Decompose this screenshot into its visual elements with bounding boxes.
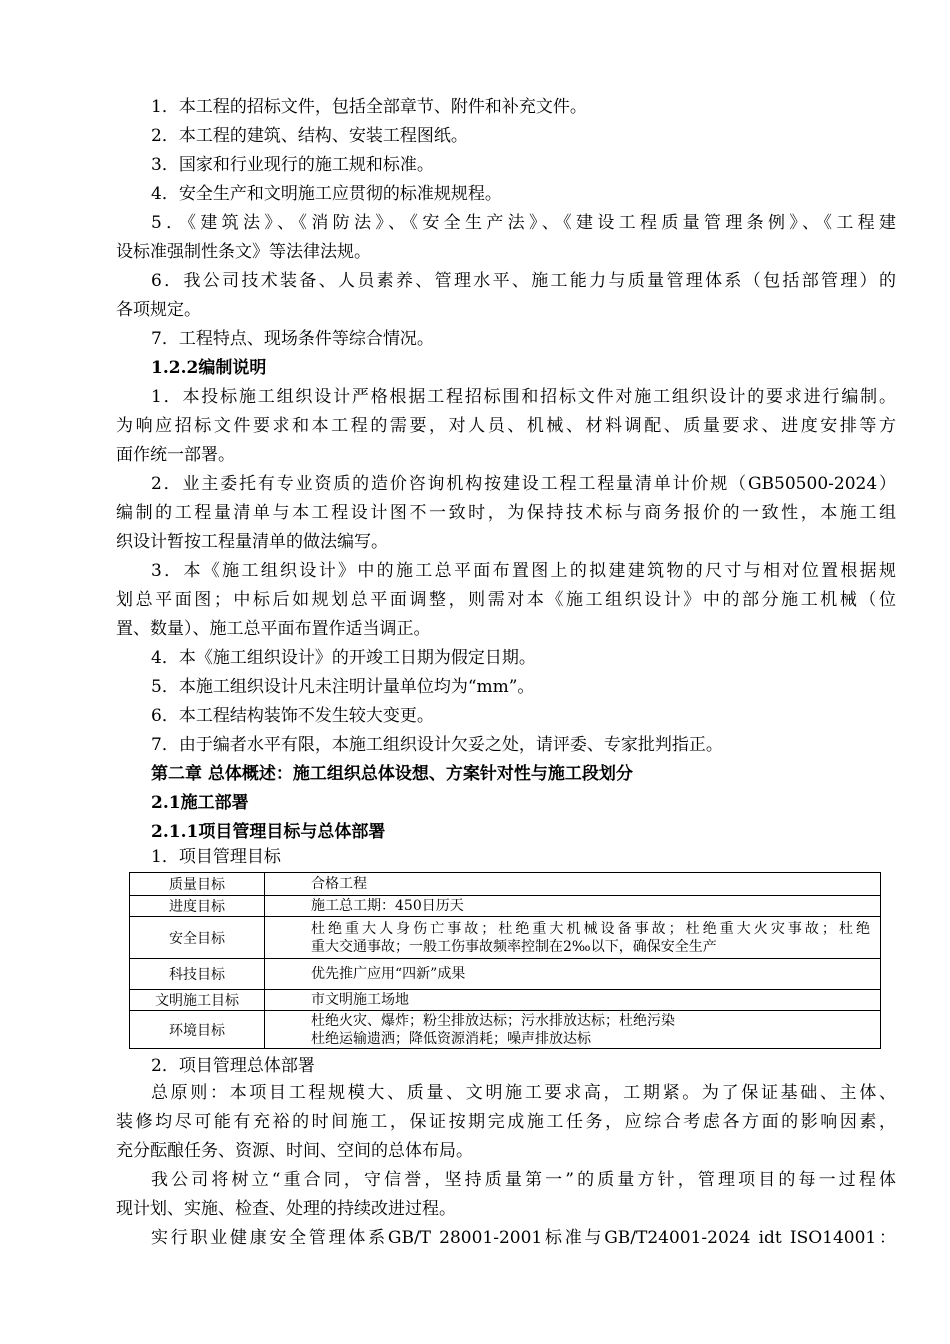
deploy-para-2: 我公司将树立“重合同，守信誉，坚持质量第一”的质量方针，管理项目的每一过程体 [151,1170,896,1190]
basis-item-6-cont: 各项规定。 [116,300,201,320]
subheading-overall-deployment: 2．项目管理总体部署 [151,1056,315,1076]
table-row [130,990,881,1011]
deploy-para-1: 总原则：本项目工程规模大、质量、文明施工要求高，工期紧。为了保证基础、主体、 [151,1083,896,1103]
section-heading-2-1: 2.1施工部署 [151,793,249,813]
table-row [130,959,881,990]
goal-label: 科技目标 [130,959,265,990]
note-2-cont-b: 织设计暂按工程量清单的做法编写。 [116,532,388,552]
goal-value-cell [265,1011,881,1049]
goal-value: 杜绝火灾、爆炸；粉尘排放达标；污水排放达标；杜绝污染 [311,1012,675,1029]
note-2: 2．业主委托有专业资质的造价咨询机构按建设工程工程量清单计价规（GB50500-2024） [151,474,896,494]
basis-item-1: 1．本工程的招标文件，包括全部章节、附件和补充文件。 [151,97,587,117]
basis-item-5-cont: 设标准强制性条文》等法律法规。 [116,242,371,262]
goal-value-cont: 重大交通事故；一般工伤事故频率控制在2‰以下，确保安全生产 [311,938,717,955]
subheading-project-goals: 1．项目管理目标 [151,847,281,867]
note-2-cont-a: 编制的工程量清单与本工程设计图不一致时，为保持技术标与商务报价的一致性，本施工组 [116,503,896,523]
table-row [130,896,881,917]
note-3-cont-a: 划总平面图；中标后如规划总平面调整，则需对本《施工组织设计》中的部分施工机械（位 [116,590,896,610]
goal-value-cont: 杜绝运输遗洒；降低资源消耗；噪声排放达标 [311,1030,591,1047]
basis-item-7: 7．工程特点、现场条件等综合情况。 [151,329,434,349]
table-row [130,917,881,959]
goal-value: 合格工程 [265,873,881,896]
deploy-para-2-cont: 现计划、实施、检查、处理的持续改进过程。 [116,1199,456,1219]
goal-value: 市文明施工场地 [265,990,881,1011]
basis-item-6: 6．我公司技术装备、人员素养、管理水平、施工能力与质量管理体系（包括部管理）的 [151,271,896,291]
chapter-2-title: 第二章 总体概述：施工组织总体设想、方案针对性与施工段划分 [151,764,633,784]
goal-value: 优先推广应用“四新”成果 [265,959,881,990]
project-goals-table [129,872,881,1049]
goal-label: 安全目标 [130,917,265,959]
goal-value-cell [265,917,881,959]
deploy-para-1-cont-b: 充分酝酿任务、资源、时间、空间的总体布局。 [116,1141,473,1161]
section-heading-1-2-2: 1.2.2编制说明 [151,358,267,378]
table-row [130,873,881,896]
goal-label: 质量目标 [130,873,265,896]
goal-value: 杜绝重大人身伤亡事故；杜绝重大机械设备事故；杜绝重大火灾事故；杜绝 [311,920,870,937]
note-7: 7．由于编者水平有限，本施工组织设计欠妥之处，请评委、专家批判指正。 [151,735,723,755]
goal-label: 环境目标 [130,1011,265,1049]
basis-item-3: 3．国家和行业现行的施工规和标准。 [151,155,434,175]
goal-label: 文明施工目标 [130,990,265,1011]
note-6: 6．本工程结构装饰不发生较大变更。 [151,706,434,726]
note-3: 3．本《施工组织设计》中的施工总平面布置图上的拟建建筑物的尺寸与相对位置根据规 [151,561,896,581]
deploy-para-3: 实行职业健康安全管理体系GB/T 28001-2001标准与GB/T24001-2024 idt ISO14001： [151,1228,896,1248]
goal-value: 施工总工期：450日历天 [265,896,881,917]
goal-label: 进度目标 [130,896,265,917]
note-1: 1．本投标施工组织设计严格根据工程招标围和招标文件对施工组织设计的要求进行编制。 [151,387,896,407]
deploy-para-1-cont-a: 装修均尽可能有充裕的时间施工，保证按期完成施工任务，应综合考虑各方面的影响因素， [116,1112,896,1132]
note-1-cont-a: 为响应招标文件要求和本工程的需要，对人员、机械、材料调配、质量要求、进度安排等方 [116,416,896,436]
basis-item-2: 2．本工程的建筑、结构、安装工程图纸。 [151,126,468,146]
basis-item-4: 4．安全生产和文明施工应贯彻的标准规规程。 [151,184,502,204]
note-1-cont-b: 面作统一部署。 [116,445,235,465]
note-5: 5．本施工组织设计凡未注明计量单位均为“mm”。 [151,677,535,697]
section-heading-2-1-1: 2.1.1项目管理目标与总体部署 [151,822,386,842]
table-row [130,1011,881,1049]
note-4: 4．本《施工组织设计》的开竣工日期为假定日期。 [151,648,536,668]
basis-item-5: 5．《建筑法》、《消防法》、《安全生产法》、《建设工程质量管理条例》、《工程建 [151,213,896,233]
note-3-cont-b: 置、数量）、施工总平面布置作适当调正。 [116,619,431,639]
